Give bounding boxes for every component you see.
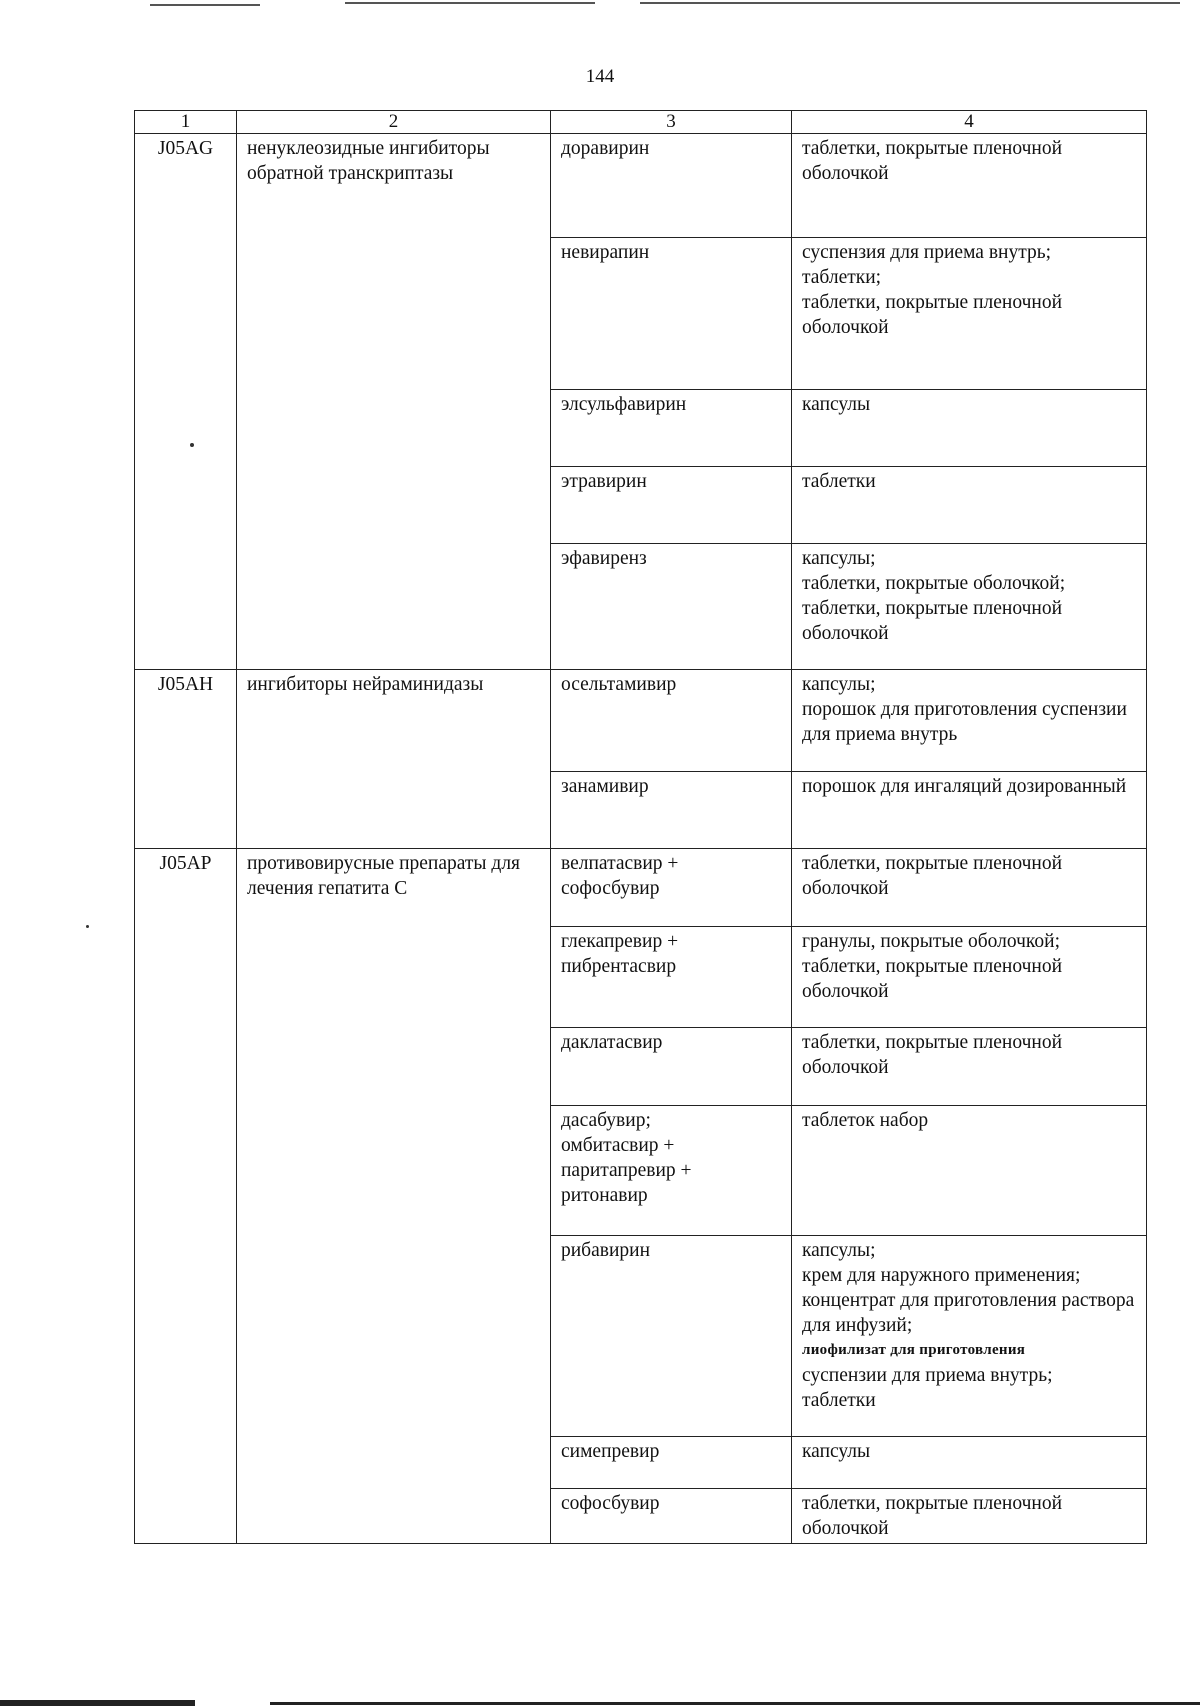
dosage-forms-tail: суспензии для приема внутрь; таблетки <box>802 1365 1053 1411</box>
scan-artifact-bottom-1 <box>0 1700 195 1706</box>
drug-name: осельтамивир <box>551 670 792 772</box>
header-col-1: 1 <box>135 111 237 134</box>
page-number: 144 <box>585 66 615 87</box>
atc-code: J05AP <box>135 849 237 1544</box>
table-header-row <box>135 111 1147 134</box>
header-col-3: 3 <box>551 111 792 134</box>
dosage-forms: гранулы, покрытые оболочкой; таблетки, покрытые пленочной оболочкой <box>792 927 1147 1028</box>
dosage-forms-main: капсулы; крем для наружного применения; концентрат для приготовления раствора для инфузий; <box>802 1240 1135 1336</box>
dosage-forms: таблетки, покрытые пленочной оболочкой <box>792 1489 1147 1544</box>
dosage-forms: капсулы <box>792 390 1147 467</box>
atc-code: J05AH <box>135 670 237 849</box>
dosage-forms: таблетки, покрытые пленочной оболочкой <box>792 1028 1147 1106</box>
drug-name: элсульфавирин <box>551 390 792 467</box>
dosage-forms: капсулы <box>792 1437 1147 1489</box>
drug-name: глекапревир + пибрентасвир <box>551 927 792 1028</box>
table-row <box>135 849 1147 927</box>
dosage-forms: таблеток набор <box>792 1106 1147 1236</box>
drug-name: даклатасвир <box>551 1028 792 1106</box>
scan-dot <box>86 925 89 928</box>
drug-name: софосбувир <box>551 1489 792 1544</box>
scan-artifact-top-2 <box>345 2 595 4</box>
drug-name: доравирин <box>551 134 792 238</box>
scan-artifact-top-3 <box>640 2 1180 4</box>
dosage-forms-small: лиофилизат для приготовления <box>802 1342 1026 1358</box>
dosage-forms: суспензия для приема внутрь; таблетки; таблетки, покрытые пленочной оболочкой <box>792 238 1147 390</box>
header-col-4: 4 <box>792 111 1147 134</box>
scan-artifact-bottom-2 <box>270 1702 1200 1705</box>
drug-name: велпатасвир + софосбувир <box>551 849 792 927</box>
drug-table <box>134 110 1147 1544</box>
drug-name: эфавиренз <box>551 544 792 670</box>
drug-name: рибавирин <box>551 1236 792 1437</box>
drug-name: невирапин <box>551 238 792 390</box>
table-row <box>135 670 1147 772</box>
dosage-forms: капсулы; таблетки, покрытые оболочкой; таблетки, покрытые пленочной оболочкой <box>792 544 1147 670</box>
drug-name: симепревир <box>551 1437 792 1489</box>
scan-artifact-top-1 <box>150 4 260 6</box>
group-name: ингибиторы нейраминидазы <box>237 670 551 849</box>
group-name: ненуклеозидные ингибиторы обратной транскриптазы <box>237 134 551 670</box>
drug-name: этравирин <box>551 467 792 544</box>
group-name: противовирусные препараты для лечения гепатита С <box>237 849 551 1544</box>
drug-name: занамивир <box>551 772 792 849</box>
dosage-forms: капсулы; порошок для приготовления суспензии для приема внутрь <box>792 670 1147 772</box>
scan-dot <box>190 443 194 447</box>
dosage-forms: порошок для ингаляций дозированный <box>792 772 1147 849</box>
table-row <box>135 134 1147 238</box>
dosage-forms: таблетки, покрытые пленочной оболочкой <box>792 849 1147 927</box>
drug-name: дасабувир; омбитасвир + паритапревир + ритонавир <box>551 1106 792 1236</box>
dosage-forms: таблетки <box>792 467 1147 544</box>
atc-code: J05AG <box>135 134 237 670</box>
dosage-forms <box>792 1236 1147 1437</box>
header-col-2: 2 <box>237 111 551 134</box>
dosage-forms: таблетки, покрытые пленочной оболочкой <box>792 134 1147 238</box>
